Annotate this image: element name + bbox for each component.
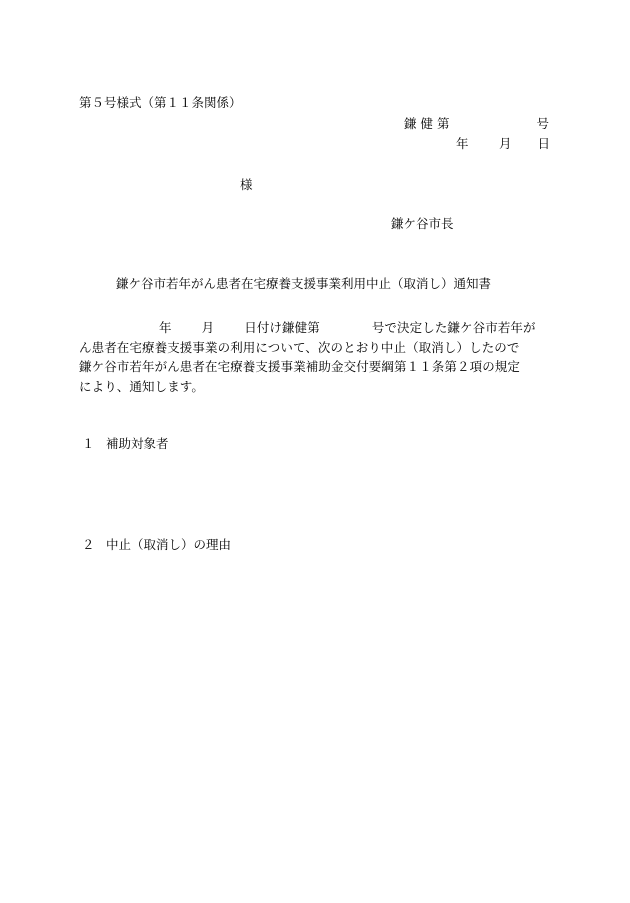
body-line-3: 鎌ケ谷市若年がん患者在宅療養支援事業補助金交付要綱第１１条第２項の規定 [79, 359, 521, 374]
body-month-label: 月 [201, 320, 215, 335]
sender-name: 鎌ケ谷市長 [391, 216, 454, 231]
date-year-label: 年 [456, 136, 469, 151]
body-date-suffix: 日付け鎌健第 [244, 320, 320, 335]
body-paragraph [79, 318, 551, 396]
document-number-prefix: 鎌 健 第 [404, 116, 450, 131]
body-number-suffix: 号で決定した鎌ケ谷市若年が [371, 320, 536, 335]
date-day-label: 日 [537, 136, 550, 151]
item-number: ２ [82, 537, 95, 552]
body-line-1 [79, 318, 551, 338]
document-number-suffix: 号 [536, 116, 549, 131]
document-title: 鎌ケ谷市若年がん患者在宅療養支援事業利用中止（取消し）通知書 [116, 276, 492, 291]
body-year-label: 年 [159, 320, 172, 335]
addressee-honorific: 様 [240, 177, 253, 192]
item-cancellation-reason [82, 539, 231, 552]
body-line-4: により、通知します。 [79, 378, 205, 394]
item-number: １ [82, 436, 95, 451]
body-line-2: ん患者在宅療養支援事業の利用について、次のとおり中止（取消し）したので [79, 339, 520, 355]
item-subsidy-recipient [82, 438, 169, 451]
form-label: 第５号様式（第１１条関係） [79, 95, 242, 110]
item-label: 中止（取消し）の理由 [106, 537, 232, 552]
date-month-label: 月 [499, 136, 512, 151]
document-date [456, 138, 550, 188]
item-label: 補助対象者 [106, 436, 169, 451]
